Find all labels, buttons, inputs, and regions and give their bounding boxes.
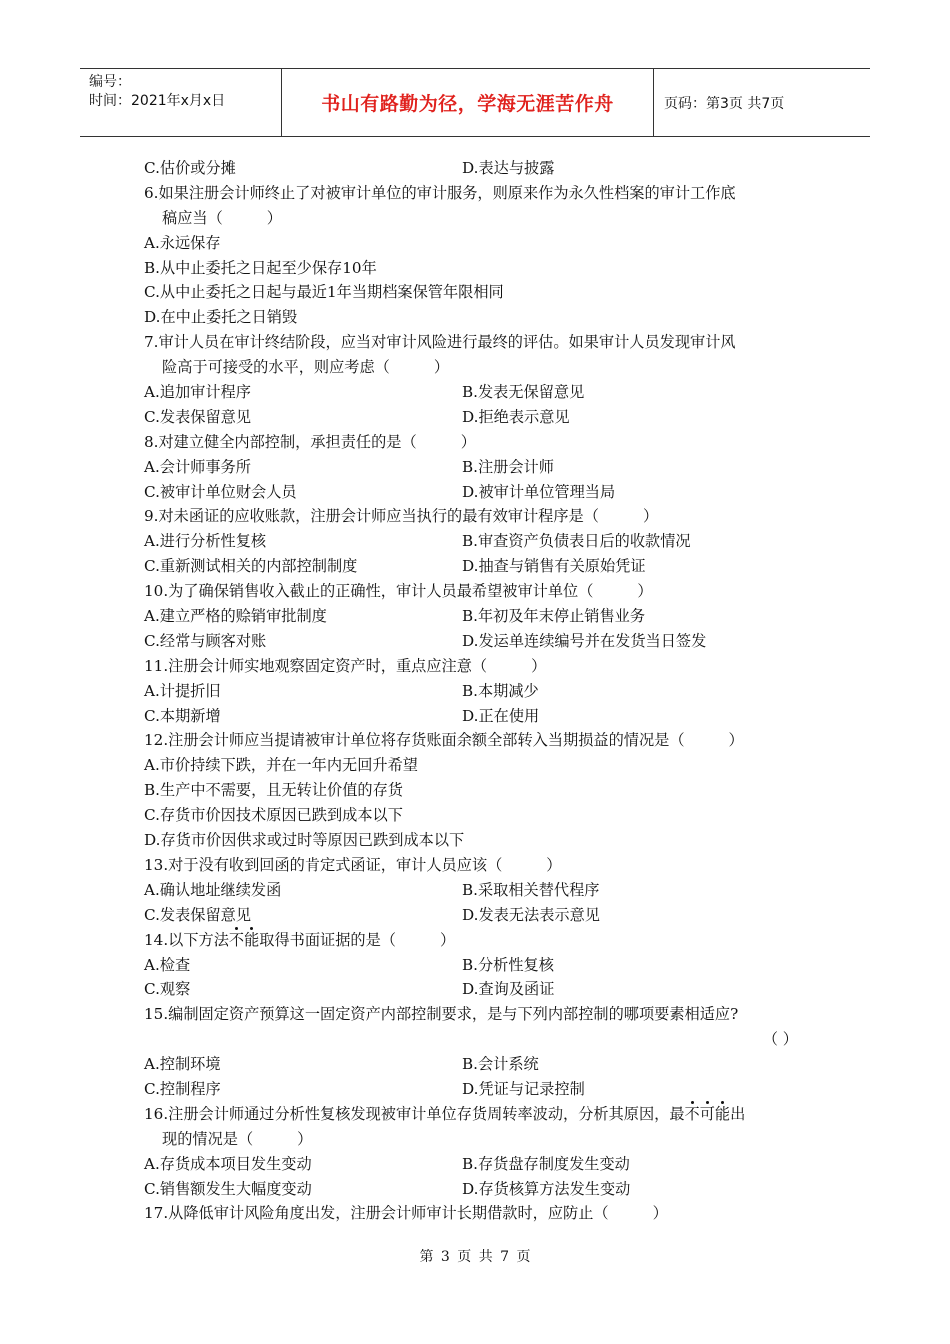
q6-option-a: A.永远保存 [144, 233, 221, 252]
option-a: A.确认地址继续发函 [144, 880, 282, 899]
q6-option-b: B.从中止委托之日起至少保存10年 [144, 258, 377, 277]
q6-option-d: D.在中止委托之日销毁 [144, 308, 298, 327]
q15-options-ab [144, 1052, 814, 1077]
option-a: A.计提折旧 [144, 681, 221, 700]
doc-time-label: 时间：2021年x月x日 [89, 93, 226, 109]
option-d: D.发运单连续编号并在发货当日签发 [462, 631, 707, 650]
q11-options-ab [144, 679, 814, 704]
q6-stem-cont: 稿应当（ ） [162, 208, 282, 227]
q8-stem: 8.对建立健全内部控制，承担责任的是（ ） [144, 432, 476, 451]
q15-answer-paren: （ ） [762, 1030, 798, 1049]
q14-stem: 14.以下方法不能取得书面证据的是（ ） [144, 930, 456, 949]
q13-options-cd [144, 903, 814, 928]
option-c: C.控制程序 [144, 1079, 221, 1098]
q7-stem: 7.审计人员在审计终结阶段，应当对审计风险进行最终的评估。如果审计人员发现审计风 [144, 333, 736, 352]
q9-options-cd [144, 554, 814, 579]
emphasis-char: 不 [228, 930, 245, 949]
q8-options-ab [144, 455, 814, 480]
option-d: D.被审计单位管理当局 [462, 482, 616, 501]
option-d: D.拒绝表示意见 [462, 407, 570, 426]
emphasis-char: 可 [699, 1104, 715, 1123]
q10-stem: 10.为了确保销售收入截止的正确性，审计人员最希望被审计单位（ ） [144, 582, 653, 601]
option-b: B.本期减少 [462, 681, 539, 700]
q14-options-cd [144, 977, 814, 1002]
q13-options-ab [144, 878, 814, 903]
option-c: C.发表保留意见 [144, 407, 252, 426]
option-d: D.表达与披露 [462, 159, 555, 177]
q15-stem: 15.编制固定资产预算这一固定资产内部控制要求，是与下列内部控制的哪项要素相适应? [144, 1005, 739, 1024]
q5-options-cd [144, 156, 814, 181]
option-b: B.注册会计师 [462, 457, 554, 476]
option-d: D.凭证与记录控制 [462, 1079, 585, 1098]
option-b: B.发表无保留意见 [462, 383, 585, 402]
q14-options-ab [144, 953, 814, 978]
option-c: C.发表保留意见 [144, 905, 252, 924]
emphasis-char: 能 [244, 930, 260, 949]
doc-code-label: 编号： [89, 74, 131, 90]
question-list [144, 156, 814, 1226]
option-b: B.分析性复核 [462, 955, 554, 974]
q16-options-cd [144, 1177, 814, 1202]
q7-options-cd [144, 405, 814, 430]
page-footer: 第 3 页 共 7 页 [419, 1249, 531, 1265]
q12-option-b: B.生产中不需要，且无转让价值的存货 [144, 781, 403, 800]
q12-option-c: C.存货市价因技术原因已跌到成本以下 [144, 806, 403, 825]
option-a: A.存货成本项目发生变动 [144, 1154, 312, 1173]
q10-options-ab [144, 604, 814, 629]
page-header [80, 68, 870, 137]
emphasis-text [229, 931, 259, 949]
q10-options-cd [144, 629, 814, 654]
option-c: C.本期新增 [144, 706, 221, 725]
q9-stem: 9.对未函证的应收账款，注册会计师应当执行的最有效审计程序是（ ） [144, 507, 659, 526]
q16-options-ab [144, 1152, 814, 1177]
header-motto: 书山有路勤为径，学海无涯苦作舟 [282, 69, 654, 136]
emphasis-char: 能 [714, 1104, 731, 1123]
q8-options-cd [144, 480, 814, 505]
header-meta [80, 69, 282, 136]
q12-option-d: D.存货市价因供求或过时等原因已跌到成本以下 [144, 831, 465, 850]
option-b: B.会计系统 [462, 1055, 539, 1074]
option-b: B.采取相关替代程序 [462, 880, 600, 899]
option-d: D.存货核算方法发生变动 [462, 1179, 631, 1198]
emphasis-text [685, 1105, 731, 1123]
option-c: C.重新测试相关的内部控制制度 [144, 557, 358, 576]
q6-option-c: C.从中止委托之日起与最近1年当期档案保管年限相同 [144, 283, 504, 302]
q15-options-cd [144, 1077, 814, 1102]
option-c: C.被审计单位财会人员 [144, 482, 297, 501]
option-d: D.查询及函证 [462, 980, 555, 999]
q16-stem: 16.注册会计师通过分析性复核发现被审计单位存货周转率波动，分析其原因，最不可能出 [144, 1104, 746, 1123]
option-d: D.抽查与销售有关原始凭证 [462, 557, 646, 576]
q6-stem: 6.如果注册会计师终止了对被审计单位的审计服务，则原来作为永久性档案的审计工作底 [144, 183, 736, 202]
option-b: B.审查资产负债表日后的收款情况 [462, 532, 691, 551]
option-a: A.建立严格的赊销审批制度 [144, 607, 327, 626]
q7-stem-cont: 险高于可接受的水平，则应考虑（ ） [162, 358, 449, 377]
option-c: C.销售额发生大幅度变动 [144, 1179, 312, 1198]
option-d: D.正在使用 [462, 706, 540, 725]
option-a: A.进行分析性复核 [144, 532, 267, 551]
option-d: D.发表无法表示意见 [462, 905, 600, 924]
q11-options-cd [144, 704, 814, 729]
emphasis-char: 不 [684, 1104, 700, 1123]
option-b: B.年初及年末停止销售业务 [462, 607, 646, 626]
option-c: C.观察 [144, 980, 191, 999]
q12-stem: 12.注册会计师应当提请被审计单位将存货账面余额全部转入当期损益的情况是（ ） [144, 731, 744, 750]
q17-stem: 17.从降低审计风险角度出发，注册会计师审计长期借款时，应防止（ ） [144, 1204, 668, 1223]
option-a: A.控制环境 [144, 1055, 221, 1074]
option-b: B.存货盘存制度发生变动 [462, 1154, 630, 1173]
option-c: C.经常与顾客对账 [144, 631, 267, 650]
option-a: A.追加审计程序 [144, 383, 251, 402]
option-c: C.估价或分摊 [144, 159, 236, 177]
q12-option-a: A.市价持续下跌，并在一年内无回升希望 [144, 756, 418, 775]
q11-stem: 11.注册会计师实地观察固定资产时，重点应注意（ ） [144, 656, 547, 675]
option-a: A.检查 [144, 955, 191, 974]
q16-stem-cont: 现的情况是（ ） [162, 1129, 313, 1148]
q7-options-ab [144, 380, 814, 405]
q9-options-ab [144, 529, 814, 554]
q13-stem: 13.对于没有收到回函的肯定式函证，审计人员应该（ ） [144, 855, 562, 874]
header-page-info: 页码：第3页 共7页 [664, 95, 785, 112]
option-a: A.会计师事务所 [144, 457, 251, 476]
